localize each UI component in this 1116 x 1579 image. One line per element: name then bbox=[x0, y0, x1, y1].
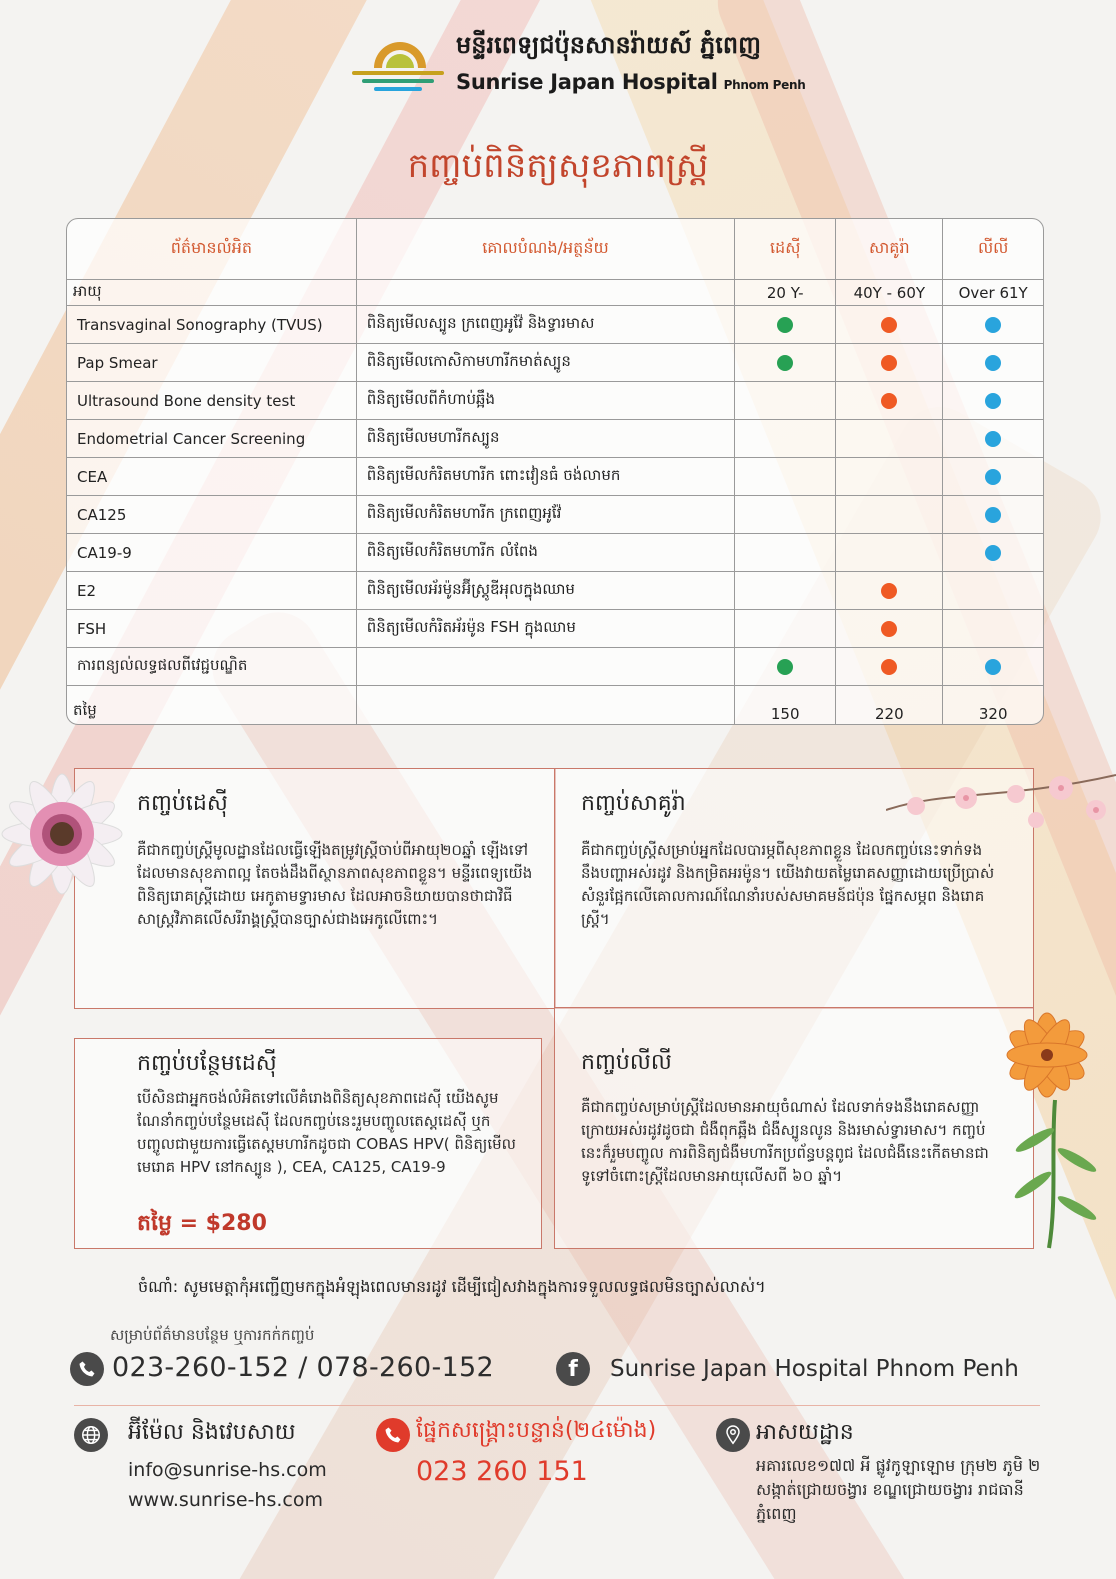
test-name: CEA bbox=[67, 458, 356, 496]
package-inclusion-cell bbox=[836, 534, 943, 572]
daisy-package-title: កញ្ចប់ដេស៊ី bbox=[137, 791, 228, 816]
package-price: 320 bbox=[978, 705, 1008, 723]
divider bbox=[74, 1405, 1040, 1406]
package-inclusion-cell bbox=[836, 420, 943, 458]
included-dot-icon bbox=[985, 431, 1001, 447]
price-row bbox=[67, 686, 1043, 726]
gerbera-flower-illustration bbox=[0, 768, 140, 904]
included-dot-icon bbox=[881, 317, 897, 333]
header-details: ព័ត៌មានលំអិត bbox=[67, 219, 356, 280]
test-name: Transvaginal Sonography (TVUS) bbox=[67, 306, 356, 344]
package-price: 150 bbox=[735, 686, 836, 726]
facebook-icon: f bbox=[556, 1352, 590, 1386]
table-row bbox=[67, 610, 1043, 648]
included-dot-icon bbox=[777, 659, 793, 675]
daisy-package-description: គឺជាកញ្ចប់ស្ត្រីមូលដ្ឋានដែលធ្វើឡើងតម្រូវស្ត្រីចាប់ពីអាយុ២០ឆ្នាំ ឡើងទៅ ដែលមានសុខភាពល្អ តែចង់ដឹងពីស្ថានភាពសុខភាពខ្លួន។ មន្ទីរពេទ្យយើងពិនិត្យរោគស្ត្រីដោយ អេកូតាមទ្វារមាស ដែលអាចនិយាយបានថាជាវិធីសាស្ត្រវិភាគលើសរីរាង្គស្ត្រីបានច្បាស់ជាងអេកូលើពោះ។ bbox=[137, 841, 533, 928]
more-info-label: សម្រាប់ព័ត៌មានបន្ថែម ឬការកក់កញ្ចប់ bbox=[110, 1326, 315, 1344]
lily-package-description: គឺជាកញ្ចប់សម្រាប់ស្ត្រីដែលមានអាយុចំណាស់ ដែលទាក់ទងនឹងរោគសញ្ញាក្រោយអស់រដូវដូចជា ជំងឺពុកឆ្អឹង ជំងឺស្បូនលូន និងរមាស់ទ្វារមាស។ កញ្ចប់នេះក៏រួមបញ្ចូល ការពិនិត្យជំងឺមហារីកប្រព័ន្ធបន្តពូជ ដែលជំងឺនេះកើតមានជាទូទៅចំពោះស្ត្រីដែលមានអាយុលើសពី ៦០ ឆ្នាំ។ bbox=[581, 1098, 989, 1185]
package-inclusion-cell bbox=[836, 458, 943, 496]
test-name: E2 bbox=[67, 572, 356, 610]
booking-phone-number[interactable]: 023-260-152 / 078-260-152 bbox=[112, 1352, 494, 1383]
test-purpose: ពិនិត្យមើលកំរិតមហារីក ក្រពេញអូវ៉ែ bbox=[356, 496, 734, 534]
daisy-addon-package-title: កញ្ចប់បន្ថែមដេស៊ី bbox=[137, 1051, 277, 1076]
package-inclusion-cell bbox=[735, 420, 836, 458]
package-inclusion-cell bbox=[735, 648, 836, 686]
sunrise-logo-icon bbox=[352, 28, 444, 98]
package-inclusion-cell bbox=[735, 382, 836, 420]
test-name: Ultrasound Bone density test bbox=[67, 382, 356, 420]
address-text: អគារលេខ១៧៧ អី ផ្លូវកូឡាឡោម ក្រុម២ ភូមិ ២ សង្កាត់ជ្រោយចង្វារ ខណ្ឌជ្រោយចង្វារ រាជធានីភ្នំពេញ bbox=[756, 1456, 1041, 1523]
package-inclusion-cell bbox=[943, 610, 1043, 648]
table-row bbox=[67, 344, 1043, 382]
package-inclusion-cell bbox=[735, 458, 836, 496]
location-pin-icon bbox=[716, 1418, 750, 1452]
table-row bbox=[67, 496, 1043, 534]
included-dot-icon bbox=[881, 393, 897, 409]
facebook-page-link[interactable]: Sunrise Japan Hospital Phnom Penh bbox=[610, 1356, 1019, 1382]
package-price: 220 bbox=[836, 686, 943, 726]
address-label: អាសយដ្ឋាន bbox=[756, 1420, 854, 1445]
test-purpose: ពិនិត្យមើលកំរិតអ័រម៉ូន FSH ក្នុងឈាម bbox=[356, 610, 734, 648]
phone-icon bbox=[70, 1352, 104, 1386]
included-dot-icon bbox=[881, 621, 897, 637]
test-purpose: ពិនិត្យមើលកំរិតមហារីក ពោះវៀនធំ ចង់លាមក bbox=[356, 458, 734, 496]
package-inclusion-cell bbox=[836, 648, 943, 686]
package-inclusion-cell bbox=[836, 572, 943, 610]
included-dot-icon bbox=[985, 393, 1001, 409]
package-inclusion-cell bbox=[943, 382, 1043, 420]
sakura-package-title: កញ្ចប់សាគូរ៉ា bbox=[581, 791, 686, 816]
included-dot-icon bbox=[985, 317, 1001, 333]
table-row bbox=[67, 458, 1043, 496]
lily-package-title: កញ្ចប់លីលី bbox=[581, 1050, 672, 1075]
package-inclusion-cell bbox=[735, 572, 836, 610]
table-row bbox=[67, 306, 1043, 344]
included-dot-icon bbox=[985, 469, 1001, 485]
included-dot-icon bbox=[881, 659, 897, 675]
table-row bbox=[67, 648, 1043, 686]
table-row bbox=[67, 382, 1043, 420]
test-name: FSH bbox=[67, 610, 356, 648]
emergency-label: ផ្នែកសង្គ្រោះបន្ទាន់(២៤ម៉ោង) bbox=[416, 1418, 657, 1443]
test-name: Pap Smear bbox=[67, 344, 356, 382]
test-purpose: ពិនិត្យមើលមហារីកស្បូន bbox=[356, 420, 734, 458]
age-daisy: 20 Y- bbox=[735, 280, 836, 306]
emergency-phone-number[interactable]: 023 260 151 bbox=[416, 1456, 588, 1487]
test-purpose: ពិនិត្យមើលស្បូន ក្រពេញអូវ៉ែ និងទ្វារមាស bbox=[356, 306, 734, 344]
logo-city: Phnom Penh bbox=[723, 78, 806, 92]
sakura-package-description: គឺជាកញ្ចប់ស្ត្រីសម្រាប់អ្នកដែលបារម្ភពីសុខភាពខ្លួន ដែលកញ្ចប់នេះទាក់ទងនឹងបញ្ហាអស់រដូវ និងកម្រិតអរម៉ូន។ យើងវាយតម្លៃរោគសញ្ញាដោយប្រើប្រាស់សំនួរផ្អែកលើគោលការណ៍ណែនាំរបស់សមាគមន៍ជប៉ុន ផ្នែកសម្ភព និងរោគស្ត្រី។ bbox=[581, 841, 995, 928]
logo-khmer-name: មន្ទីរពេទ្យជប៉ុនសានរ៉ាយស៍ ភ្នំពេញ bbox=[456, 31, 761, 59]
menstruation-note: ចំណាំ: សូមមេត្តាកុំអញ្ជើញមកក្នុងអំឡុងពេលមានរដូវ ដើម្បីជៀសវាងក្នុងការទទួលលទ្ធផលមិនច្បាស់លាស់។ bbox=[138, 1277, 766, 1296]
package-inclusion-cell bbox=[943, 306, 1043, 344]
test-name: CA125 bbox=[67, 496, 356, 534]
test-purpose: ពិនិត្យមើលកោសិកាមហារីកមាត់ស្បូន bbox=[356, 344, 734, 382]
package-inclusion-cell bbox=[943, 648, 1043, 686]
table-row bbox=[67, 420, 1043, 458]
package-inclusion-cell bbox=[735, 610, 836, 648]
header-purpose: គោលបំណង/អត្ថន័យ bbox=[356, 219, 734, 280]
included-dot-icon bbox=[881, 355, 897, 371]
package-inclusion-cell bbox=[943, 420, 1043, 458]
package-inclusion-cell bbox=[735, 496, 836, 534]
package-inclusion-cell bbox=[836, 496, 943, 534]
package-inclusion-cell bbox=[943, 496, 1043, 534]
included-dot-icon bbox=[777, 355, 793, 371]
package-inclusion-cell bbox=[836, 306, 943, 344]
emergency-phone-icon bbox=[376, 1418, 410, 1452]
test-purpose: ពិនិត្យមើលកំរិតមហារីក លំពែង bbox=[356, 534, 734, 572]
included-dot-icon bbox=[985, 545, 1001, 561]
table-row bbox=[67, 572, 1043, 610]
package-inclusion-cell bbox=[836, 344, 943, 382]
header-lily: លីលី bbox=[943, 219, 1043, 280]
package-inclusion-cell bbox=[735, 344, 836, 382]
age-lily: Over 61Y bbox=[943, 280, 1043, 306]
email-address[interactable]: info@sunrise-hs.com bbox=[128, 1459, 327, 1481]
included-dot-icon bbox=[881, 583, 897, 599]
lily-flower-illustration bbox=[985, 1010, 1116, 1250]
included-dot-icon bbox=[985, 355, 1001, 371]
age-sakura: 40Y - 60Y bbox=[836, 280, 943, 306]
email-website-label: អ៊ីម៉ែល និងវេបសាយ bbox=[128, 1420, 296, 1445]
package-inclusion-cell bbox=[735, 534, 836, 572]
daisy-package-card bbox=[74, 768, 556, 1009]
lily-package-card bbox=[554, 1007, 1034, 1249]
test-name: CA19-9 bbox=[67, 534, 356, 572]
page-title: កញ្ចប់ពិនិត្យសុខភាពស្ត្រី bbox=[407, 146, 709, 186]
table-row bbox=[67, 534, 1043, 572]
test-purpose bbox=[356, 648, 734, 686]
test-name: Endometrial Cancer Screening bbox=[67, 420, 356, 458]
age-label: អាយុ bbox=[67, 280, 356, 306]
package-comparison-table bbox=[66, 218, 1044, 725]
price-label: តម្លៃ bbox=[67, 686, 356, 726]
package-inclusion-cell bbox=[735, 306, 836, 344]
cherry-blossom-illustration bbox=[886, 770, 1116, 840]
package-inclusion-cell bbox=[943, 458, 1043, 496]
hospital-logo bbox=[352, 28, 806, 102]
daisy-addon-package-card bbox=[74, 1038, 542, 1249]
daisy-addon-package-description: បើសិនជាអ្នកចង់លំអិតទៅលើគំរោងពិនិត្យសុខភាពដេស៊ី យើងសូមណែនាំកញ្ចប់បន្ថែមដេស៊ី ដែលកញ្ចប់នេះរួមបញ្ចូលតេស្តដេស៊ី ឬកបញ្ចូលជាមួយការធ្វើតេស្តមហារីកដូចជា COBAS HPV( ពិនិត្យមើលមេរោគ HPV នៅកស្បូន ), CEA, CA125, CA19-9 bbox=[137, 1089, 516, 1176]
package-inclusion-cell bbox=[943, 344, 1043, 382]
daisy-addon-price: តម្លៃ = $280 bbox=[137, 1211, 267, 1236]
package-inclusion-cell bbox=[836, 610, 943, 648]
package-inclusion-cell bbox=[943, 572, 1043, 610]
website-url[interactable]: www.sunrise-hs.com bbox=[128, 1489, 323, 1511]
header-sakura: សាគូរ៉ា bbox=[836, 219, 943, 280]
package-inclusion-cell bbox=[836, 382, 943, 420]
included-dot-icon bbox=[777, 317, 793, 333]
included-dot-icon bbox=[985, 659, 1001, 675]
header-daisy: ដេស៊ី bbox=[735, 219, 836, 280]
logo-english-name: Sunrise Japan Hospital Phnom Penh bbox=[456, 70, 806, 94]
package-inclusion-cell bbox=[943, 534, 1043, 572]
globe-icon bbox=[74, 1418, 108, 1452]
test-purpose: ពិនិត្យមើលពីកំហាប់ឆ្អឹង bbox=[356, 382, 734, 420]
test-name: ការពន្យល់លទ្ធផលពីវេជ្ជបណ្ឌិត bbox=[67, 648, 356, 686]
included-dot-icon bbox=[985, 507, 1001, 523]
test-purpose: ពិនិត្យមើលអ័រម៉ូនអ៊ីស្ត្រូឌីអុលក្នុងឈាម bbox=[356, 572, 734, 610]
